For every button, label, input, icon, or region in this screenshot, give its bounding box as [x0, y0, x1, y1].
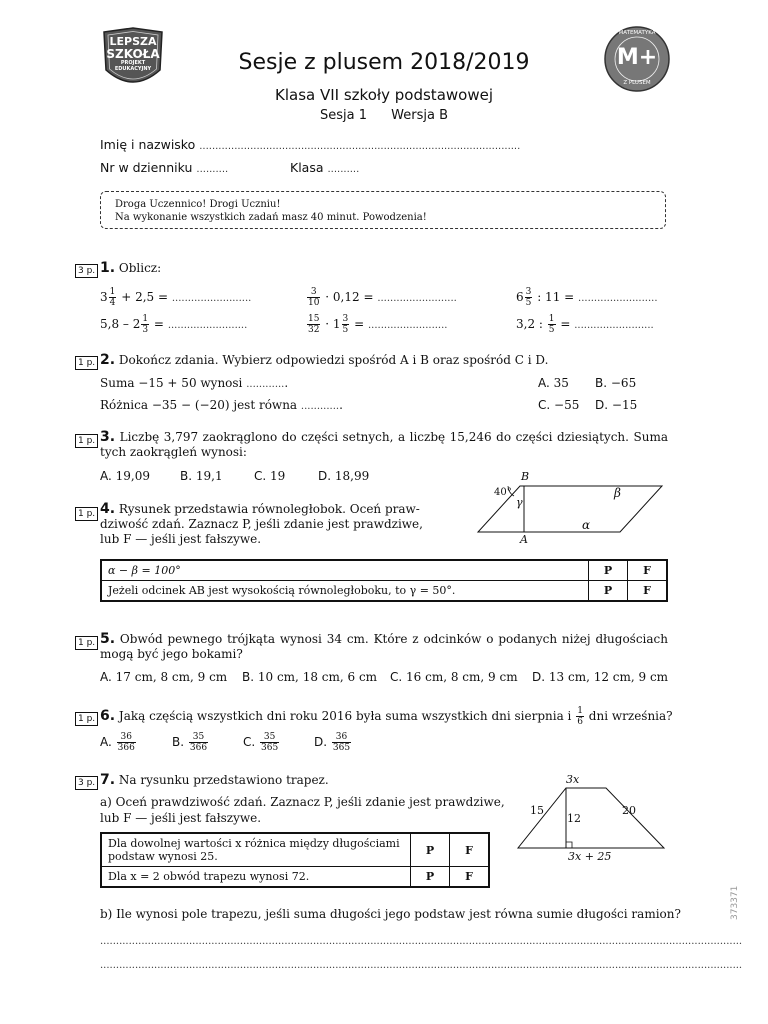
q1-e5-rest: = [354, 317, 365, 331]
q1-e5-frac1: $\frac{15}{32}$ [308, 314, 320, 335]
q3-text: Liczbę 3,797 zaokrąglono do części setnych, a liczbę 15,246 do części dziesiątych. Suma tych zaokrągleń wynosi: [100, 430, 668, 459]
q3-b-value: 19,1 [195, 469, 223, 483]
trapezoid-figure [510, 772, 670, 872]
q7-row1-f[interactable]: F [450, 833, 490, 867]
q7-row1a: Dla dowolnej wartości x różnica między długościami [108, 837, 400, 850]
q4-row1-text: α − β = 100° [101, 560, 589, 581]
q7-row2-p[interactable]: P [411, 867, 450, 888]
q3-a-value: 19,09 [115, 469, 150, 483]
q6-option-a[interactable]: A. $\frac{36}{366}$ [100, 732, 135, 753]
q2-number: 2. [100, 352, 116, 368]
q6-number: 6. [100, 708, 116, 724]
q4-points: 1 p. [75, 507, 98, 521]
q1-number: 1. [100, 260, 116, 276]
q7-row1-p[interactable]: P [411, 833, 450, 867]
answer-line-1[interactable]: .......................................................................................................................................................................................................... [100, 936, 743, 947]
number-field[interactable] [100, 160, 228, 175]
q6-text-end: dni września? [588, 709, 673, 723]
greeting-line1: Droga Uczennico! Drogi Uczniu! [115, 199, 281, 210]
trap-height-label: 12 [567, 812, 581, 825]
number-dots: .......... [196, 164, 229, 175]
q1-e6-pre: 3,2 : [516, 317, 543, 331]
name-dots: ..................................................................................................... [199, 141, 521, 152]
q1-expr3 [516, 287, 658, 308]
version-label: Wersja B [391, 108, 448, 123]
q5-text: Obwód pewnego trójkąta wynosi 34 cm. Które z odcinków o podanych niżej długościach mogą być jego bokami? [100, 632, 668, 661]
table-row [101, 833, 489, 867]
answer-dots[interactable]: ......................... [171, 293, 252, 304]
trap-bottom-label: 3x + 25 [568, 850, 612, 863]
q4-number: 4. [100, 501, 116, 517]
q2-header [100, 352, 548, 368]
q7-row1b: podstaw wynosi 25. [108, 850, 218, 863]
q1-e2-rest: · 0,12 = [325, 290, 374, 304]
q1-e1-frac: $\frac{1}{4}$ [109, 287, 116, 308]
q4-row2-f[interactable]: F [628, 581, 668, 602]
q4-text1: Rysunek przedstawia równoległobok. Oceń praw- [118, 502, 420, 516]
q3-option-b[interactable]: B. 19,1 [180, 469, 223, 483]
q7-a-instructions [100, 794, 505, 826]
q1-e5-frac2: $\frac{3}{5}$ [342, 314, 349, 335]
q1-header [100, 260, 161, 276]
q7-table [100, 832, 490, 888]
q2-s1-text: Suma −15 + 50 wynosi [100, 376, 243, 390]
q1-expr2 [306, 287, 457, 308]
session-number: Sesja 1 [320, 108, 368, 123]
q2-c-value: −55 [554, 398, 580, 412]
q1-e2-frac: $\frac{3}{10}$ [308, 287, 320, 308]
q5-header [100, 632, 668, 662]
q1-e5-mid: · 1 [325, 317, 341, 331]
q4-table [100, 559, 668, 602]
q2-sentence2: Różnica −35 − (−20) jest równa ............. [100, 398, 343, 412]
q1-e1-whole: 3 [100, 290, 108, 304]
q1-e4-pre: 5,8 – 2 [100, 317, 141, 331]
class-label: Klasa [290, 160, 324, 175]
q5-a-value: 17 cm, 8 cm, 9 cm [115, 670, 228, 684]
answer-dots[interactable]: ......................... [578, 293, 658, 304]
fig-label-a: A [520, 533, 528, 546]
page-subtitle: Klasa VII szkoły podstawowej [275, 86, 493, 104]
table-row [101, 581, 667, 602]
logo-bottom-text: Z PLUSEM [623, 80, 651, 86]
q1-points: 3 p. [75, 264, 98, 278]
q3-header [100, 430, 668, 460]
page-title: Sesje z plusem 2018/2019 [238, 50, 530, 75]
fig-alpha-label: α [582, 518, 591, 532]
logo-line3: PROJEKT [120, 60, 146, 66]
q1-e6-frac: $\frac{1}{5}$ [548, 314, 555, 335]
q7-row2-f[interactable]: F [450, 867, 490, 888]
parallelogram-figure [470, 470, 670, 548]
q6-text: Jaką częścią wszystkich dni roku 2016 była suma wszystkich dni sierpnia i [118, 709, 572, 723]
greeting-box [100, 191, 666, 229]
q5-points: 1 p. [75, 636, 98, 650]
q6-points: 1 p. [75, 712, 98, 726]
q1-expr5 [306, 314, 447, 335]
q4-text3: lub F — jeśli jest fałszywe. [100, 532, 262, 546]
q3-option-a[interactable]: A. 19,09 [100, 469, 150, 483]
q3-option-c[interactable]: C. 19 [254, 469, 286, 483]
trap-left-label: 15 [530, 804, 544, 817]
q4-row2-text: Jeżeli odcinek AB jest wysokością równoległoboku, to γ = 50°. [101, 581, 589, 602]
side-code: 373371 [730, 885, 740, 920]
logo-main-text: M+ [616, 45, 658, 70]
logo-line2: SZKOŁA [106, 47, 160, 61]
q5-b-value: 10 cm, 18 cm, 6 cm [257, 670, 378, 684]
q4-row1-p[interactable]: P [589, 560, 628, 581]
logo-top-text: MATEMATYKA [618, 30, 656, 36]
q6-frac: $\frac{1}{6}$ [577, 706, 583, 727]
q1-e3-frac: $\frac{3}{5}$ [525, 287, 532, 308]
q2-a-value: 35 [553, 376, 569, 390]
q3-option-d[interactable]: D. 18,99 [318, 469, 370, 483]
q1-e6-rest: = [560, 317, 571, 331]
q7-a1: a) Oceń prawdziwość zdań. Zaznacz P, jeśli zdanie jest prawdziwe, [100, 795, 505, 809]
fig-label-b: B [521, 470, 530, 483]
q1-text: Oblicz: [118, 261, 162, 275]
q1-e4-frac: $\frac{1}{3}$ [142, 314, 149, 335]
logo-line4: EDUKACYJNY [114, 66, 152, 72]
class-dots: .......... [327, 164, 360, 175]
fig-beta-label: β [614, 486, 621, 500]
q5-c-value: 16 cm, 8 cm, 9 cm [406, 670, 518, 684]
answer-dots[interactable]: ............ [300, 401, 340, 412]
q1-e1-rest: + 2,5 = [121, 290, 169, 304]
class-field[interactable] [290, 160, 359, 175]
q1-e4-rest: = [153, 317, 164, 331]
answer-dots[interactable]: ............ [246, 379, 285, 390]
answer-line-2[interactable]: .......................................................................................................................................................................................................... [100, 960, 743, 971]
q6-option-d[interactable]: D. $\frac{36}{365}$ [314, 732, 351, 753]
q5-option-b[interactable]: B. 10 cm, 18 cm, 6 cm [242, 670, 378, 684]
q2-s2-text: Różnica −35 − (−20) jest równa [100, 398, 298, 412]
trap-right-label: 20 [622, 804, 636, 817]
q1-e3-rest: : 11 = [537, 290, 575, 304]
fig-angle-label: 40° [494, 487, 512, 498]
q1-expr1 [100, 287, 251, 308]
q1-expr4 [100, 314, 247, 335]
q2-d-value: −15 [611, 398, 638, 412]
q5-d-value: 13 cm, 12 cm, 9 cm [548, 670, 669, 684]
q4-row2-p[interactable]: P [589, 581, 628, 602]
q3-d-value: 18,99 [334, 469, 370, 483]
q2-option-b[interactable]: B. −65 [595, 376, 637, 390]
trap-top-label: 3x [566, 773, 580, 786]
q3-number: 3. [100, 429, 116, 445]
q7-row1-text [101, 833, 411, 867]
q2-b-value: −65 [610, 376, 637, 390]
q5-number: 5. [100, 631, 116, 647]
q4-text2: dziwość zdań. Zaznacz P, jeśli zdanie jest prawdziwe, [100, 517, 423, 531]
table-row [101, 867, 489, 888]
name-label: Imię i nazwisko [100, 137, 196, 152]
greeting-line2: Na wykonanie wszystkich zadań masz 40 minut. Powodzenia! [115, 212, 427, 223]
q2-text: Dokończ zdania. Wybierz odpowiedzi spośród A i B oraz spośród C i D. [118, 353, 549, 367]
fig-gamma-label: γ [516, 496, 523, 509]
q1-e3-whole: 6 [516, 290, 524, 304]
q3-points: 1 p. [75, 434, 98, 448]
logo-line1: LEPSZA [109, 35, 157, 48]
q2-option-a[interactable]: A. 35 [538, 376, 569, 390]
q2-points: 1 p. [75, 356, 98, 370]
q6-option-c[interactable]: C. $\frac{35}{365}$ [243, 732, 279, 753]
answer-dots[interactable]: ......................... [167, 320, 248, 331]
q7-number: 7. [100, 772, 116, 788]
q4-header [100, 502, 423, 547]
name-field[interactable] [100, 137, 520, 152]
table-row [101, 560, 667, 581]
q2-option-c[interactable]: C. −55 [538, 398, 580, 412]
q5-option-c[interactable]: C. 16 cm, 8 cm, 9 cm [390, 670, 518, 684]
q5-option-d[interactable]: D. 13 cm, 12 cm, 9 cm [532, 670, 669, 684]
q2-option-d[interactable]: D. −15 [595, 398, 638, 412]
q6-header [100, 706, 673, 727]
q7-text: Na rysunku przedstawiono trapez. [118, 773, 329, 787]
q3-c-value: 19 [270, 469, 286, 483]
q7-row2-text: Dla x = 2 obwód trapezu wynosi 72. [101, 867, 411, 888]
q2-sentence1: Suma −15 + 50 wynosi ............. [100, 376, 289, 390]
session-line [0, 108, 768, 123]
answer-dots[interactable]: ......................... [574, 320, 654, 331]
answer-dots[interactable]: ......................... [368, 320, 448, 331]
q6-option-b[interactable]: B. $\frac{35}{366}$ [172, 732, 208, 753]
q7-a2: lub F — jeśli jest fałszywe. [100, 811, 262, 825]
q7-b-text: b) Ile wynosi pole trapezu, jeśli suma długości jego podstaw jest równa sumie długości ramion? [100, 907, 681, 921]
answer-dots[interactable]: ......................... [377, 293, 457, 304]
q1-expr6 [516, 314, 654, 335]
q4-row1-f[interactable]: F [628, 560, 668, 581]
number-label: Nr w dzienniku [100, 160, 193, 175]
q5-option-a[interactable]: A. 17 cm, 8 cm, 9 cm [100, 670, 228, 684]
q7-header [100, 772, 329, 788]
q7-points: 3 p. [75, 776, 98, 790]
